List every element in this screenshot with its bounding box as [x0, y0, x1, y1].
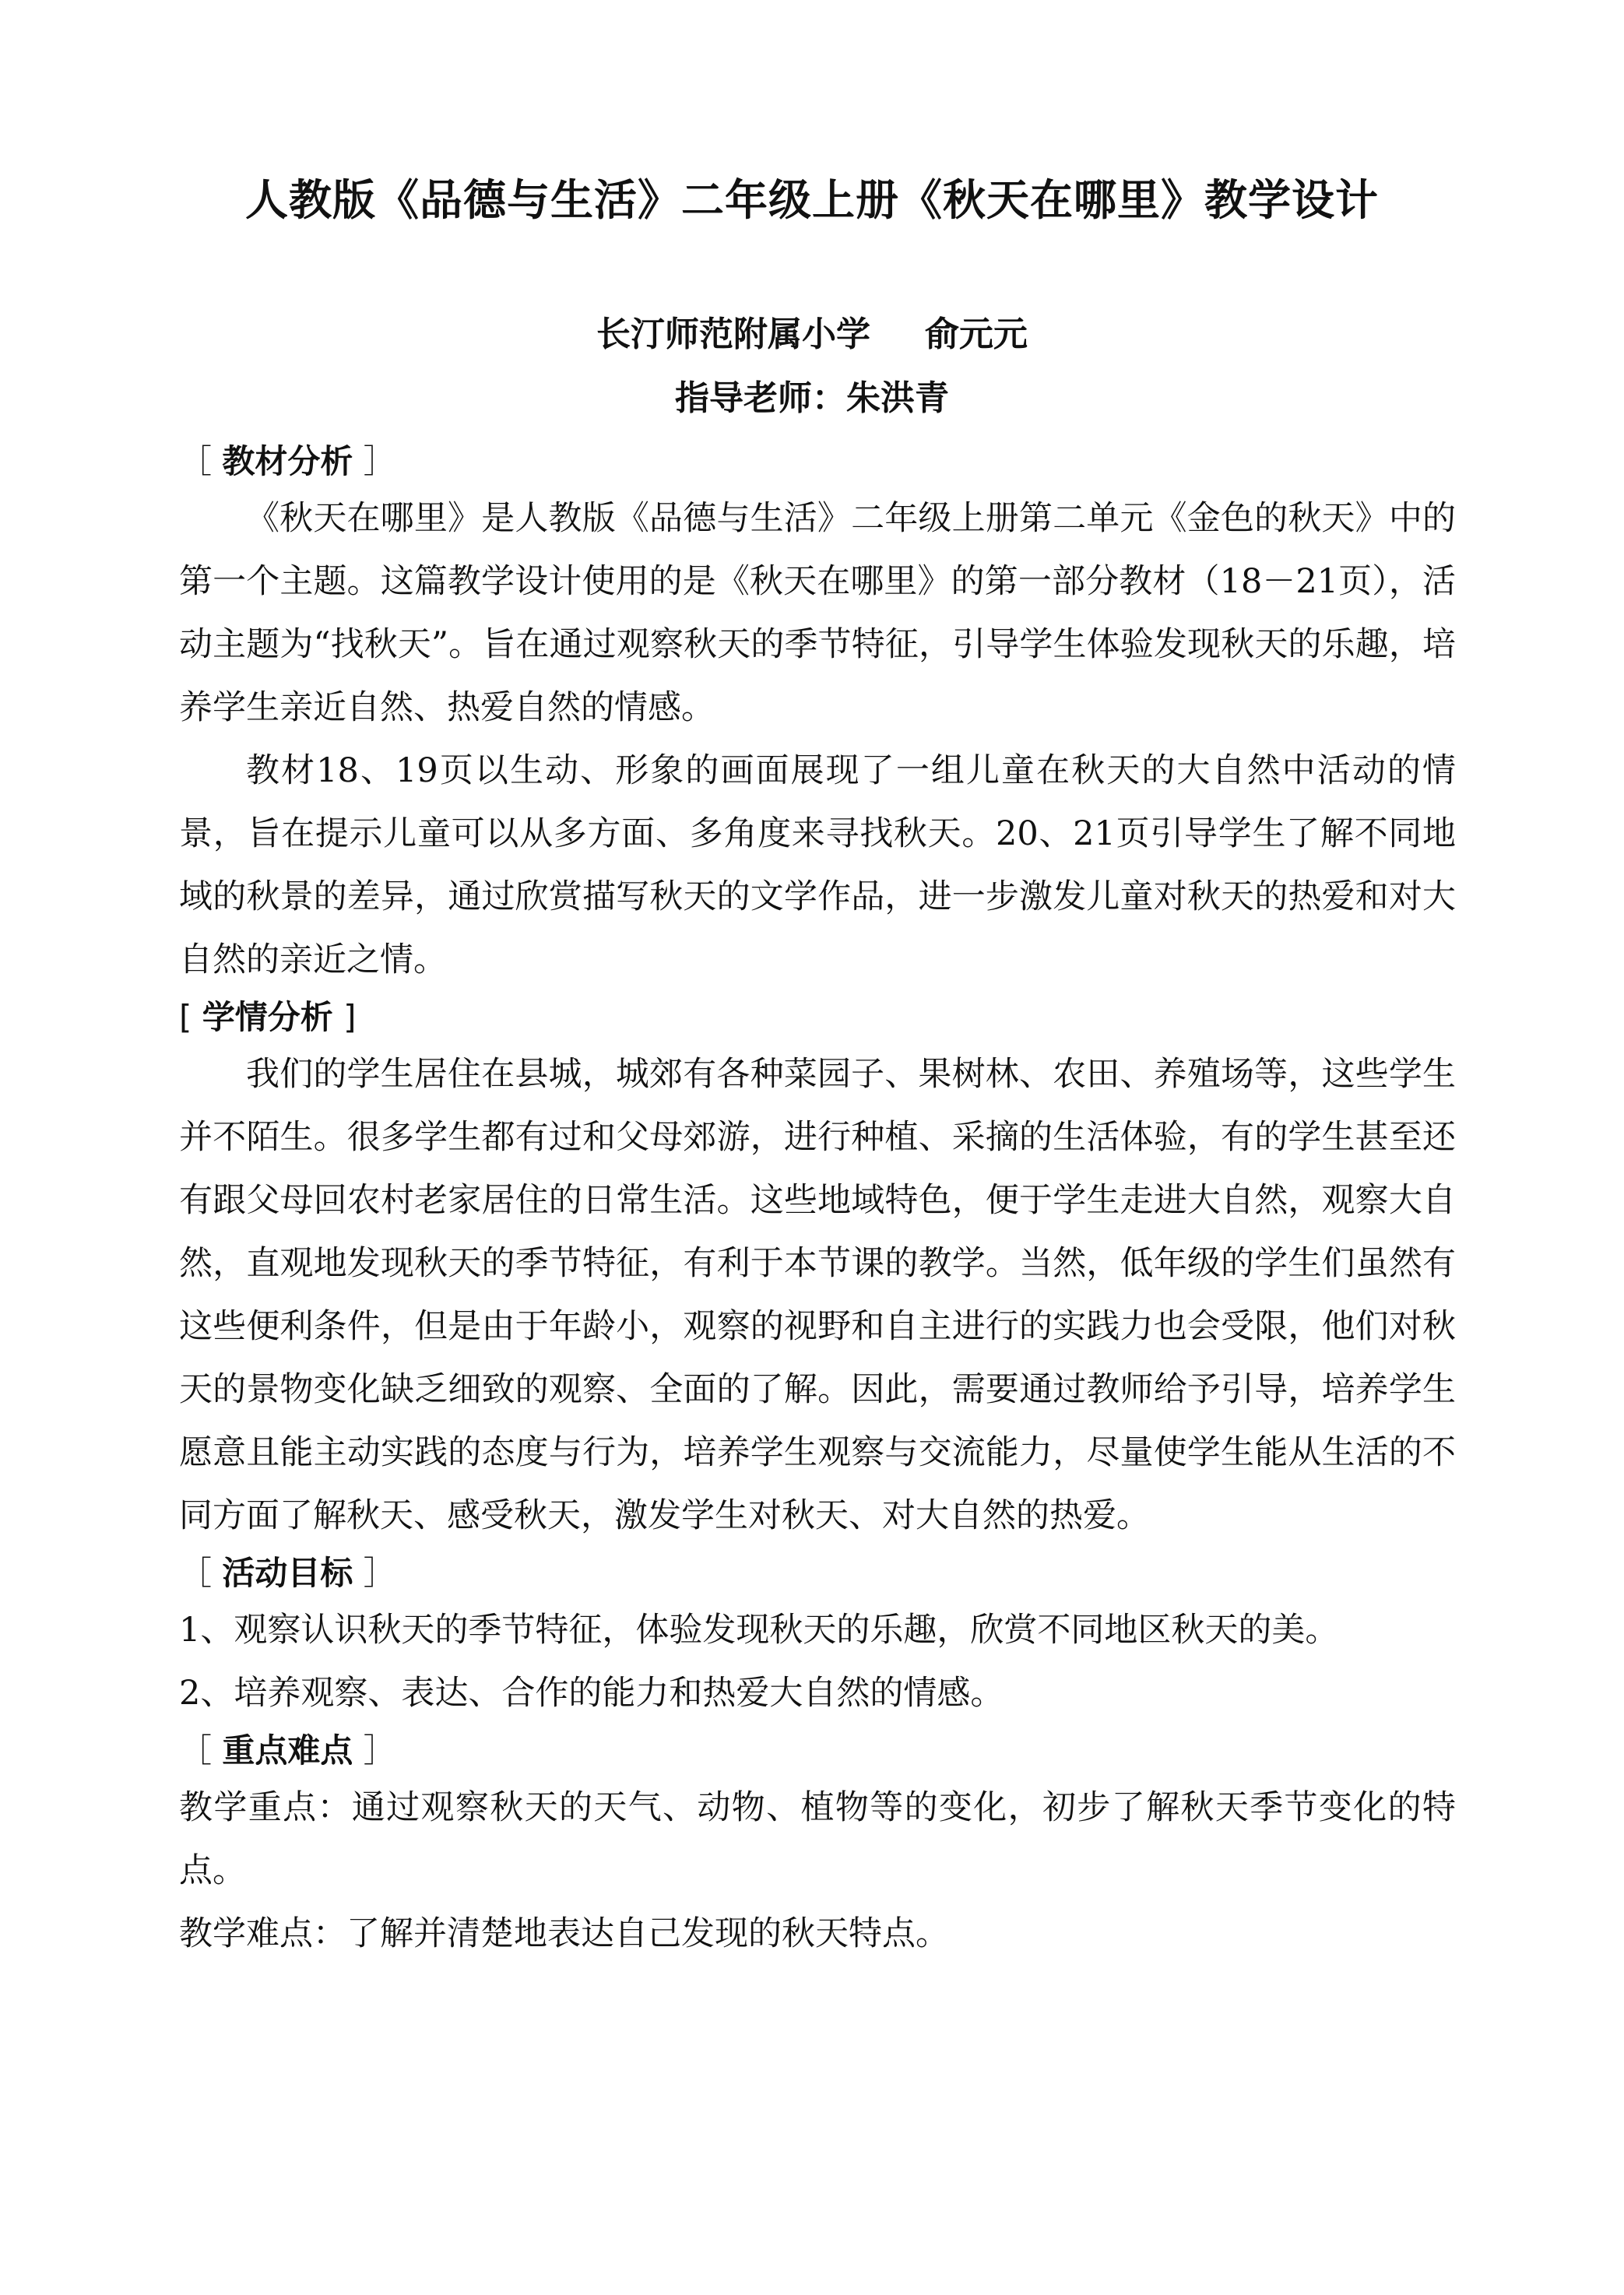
- section-heading-text: 教材分析: [222, 442, 353, 480]
- advisor-line: 指导老师：朱洪青: [675, 378, 949, 418]
- paragraph: 我们的学生居住在县城，城郊有各种菜园子、果树林、农田、养殖场等，这些学生并不陌生。很多学生都有过和父母郊游，进行种植、采摘的生活体验，有的学生甚至还有跟父母回农村老家居住的日常生活。这些地域特色，便于学生走进大自然，观察大自然，直观地发现秋天的季节特征，有利于本节课的教学。当然，低年级的学生们虽然有这些便利条件，但是由于年龄小，观察的视野和自主进行的实践力也会受限，他们对秋天的景物变化缺乏细致的观察、全面的了解。因此，需要通过教师给予引导，培养学生愿意且能主动实践的态度与行为，培养学生观察与交流能力，尽量使学生能从生活的不同方面了解秋天、感受秋天，激发学生对秋天、对大自然的热爱。: [179, 1055, 1456, 1535]
- section-heading-material-analysis: ［ 教材分析 ］: [179, 442, 396, 480]
- list-item: 1、观察认识秋天的季节特征，体验发现秋天的乐趣，欣赏不同地区秋天的美。: [179, 1611, 1339, 1650]
- section-heading-objectives: ［ 活动目标 ］: [179, 1554, 396, 1592]
- school-name: 长汀师范附属小学: [596, 315, 870, 354]
- author-name: 俞元元: [925, 315, 1028, 354]
- section-heading-text: 重点难点: [222, 1731, 353, 1770]
- paragraph: 《秋天在哪里》是人教版《品德与生活》二年级上册第二单元《金色的秋天》中的第一个主题。这篇教学设计使用的是《秋天在哪里》的第一部分教材（18－21页），活动主题为“找秋天”。旨在通过观察秋天的季节特征，引导学生体验发现秋天的乐趣，培养学生亲近自然、热爱自然的情感。: [179, 499, 1456, 727]
- document-body: [179, 436, 1456, 1966]
- key-point-focus: 教学重点：通过观察秋天的天气、动物、植物等的变化，初步了解秋天季节变化的特点。: [179, 1788, 1456, 1890]
- section-heading-text: 活动目标: [222, 1554, 353, 1592]
- list-item: 2、培养观察、表达、合作的能力和热爱大自然的情感。: [179, 1674, 1004, 1713]
- author-line: [0, 311, 1624, 358]
- section-heading-key-points: ［ 重点难点 ］: [179, 1731, 396, 1770]
- key-point-difficulty: 教学难点：了解并清楚地表达自己发现的秋天特点。: [179, 1914, 949, 1953]
- document-title: 人教版《品德与生活》二年级上册《秋天在哪里》教学设计: [244, 175, 1379, 225]
- section-heading-text: 学情分析: [202, 998, 333, 1036]
- section-heading-student-analysis: [ 学情分析 ]: [179, 998, 357, 1036]
- paragraph: 教材18、19页以生动、形象的画面展现了一组儿童在秋天的大自然中活动的情景，旨在提示儿童可以从多方面、多角度来寻找秋天。20、21页引导学生了解不同地域的秋景的差异，通过欣赏描写秋天的文学作品，进一步激发儿童对秋天的热爱和对大自然的亲近之情。: [179, 751, 1456, 979]
